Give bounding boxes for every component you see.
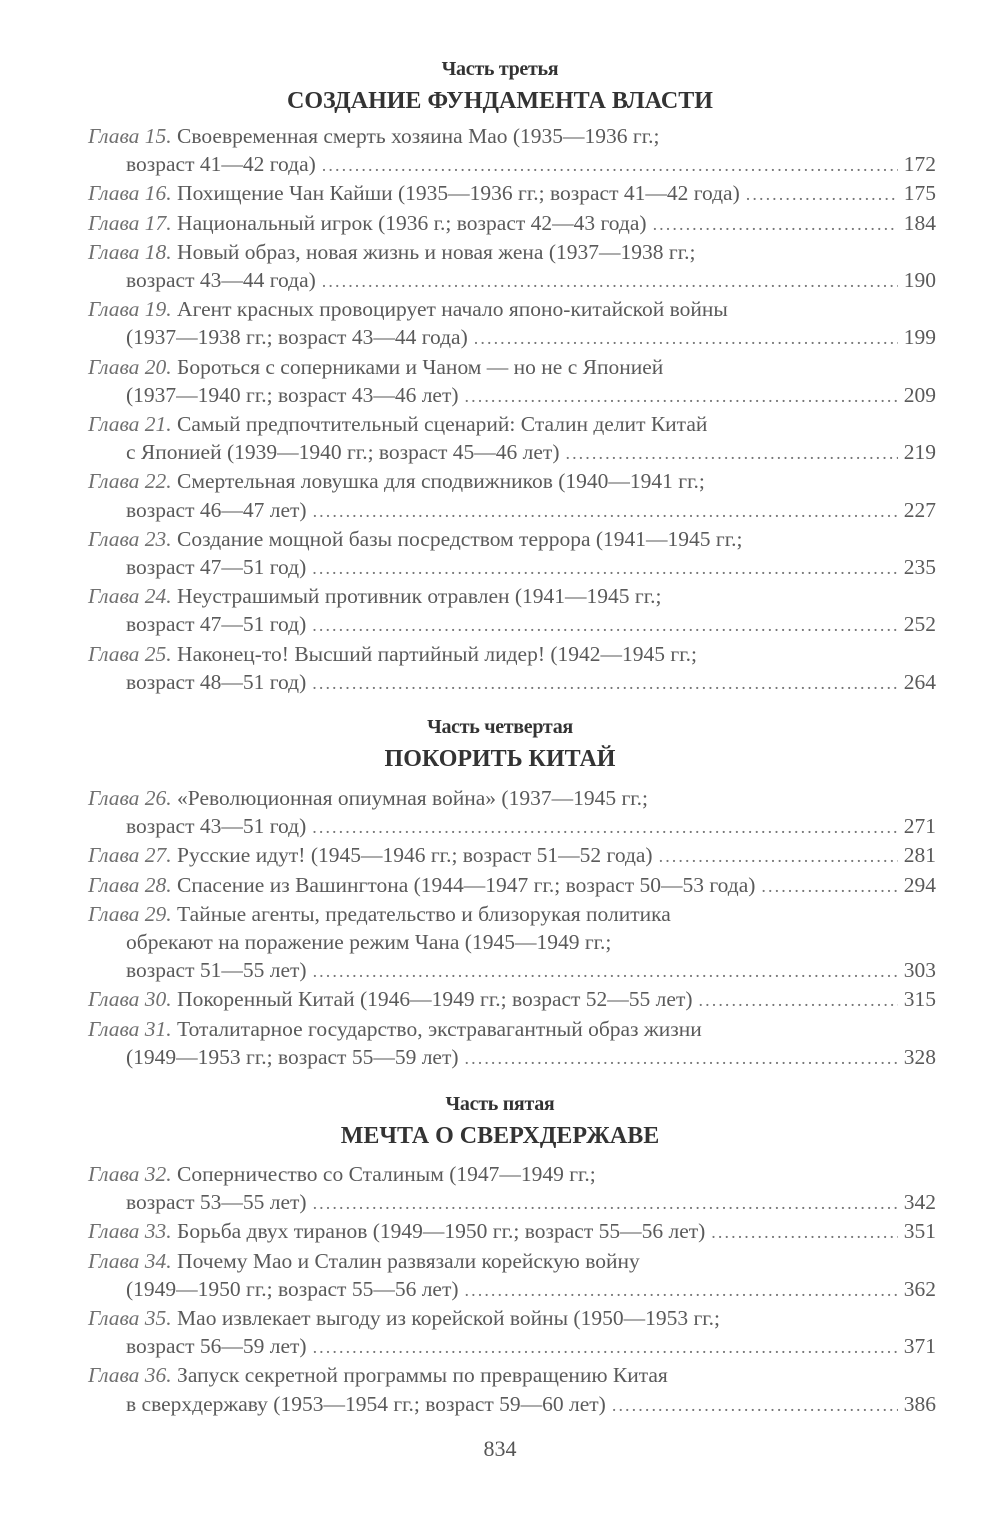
dot-leader <box>711 1218 897 1246</box>
toc-entry-first-line <box>88 295 936 323</box>
part-label: Часть четвертая <box>427 716 573 738</box>
chapter-page-number: 362 <box>903 1276 936 1301</box>
chapter-number: Глава 28. <box>88 872 172 897</box>
toc-entry-continuation-line <box>88 381 936 410</box>
chapter-title: (1937—1938 гг.; возраст 43—44 года) <box>126 325 468 350</box>
chapter-title: возраст 47—51 год) <box>126 612 307 637</box>
chapter-title: возраст 47—51 год) <box>126 555 307 580</box>
chapter-title: Неустрашимый противник отравлен (1941—1945 гг.; <box>177 584 662 609</box>
toc-entry[interactable] <box>88 467 936 524</box>
toc-entry[interactable] <box>88 582 936 639</box>
chapter-page-number: 209 <box>903 382 936 407</box>
dot-leader <box>465 382 898 410</box>
chapter-page-number: 235 <box>903 555 936 580</box>
chapter-page-number: 281 <box>903 843 936 868</box>
dot-leader <box>313 497 898 525</box>
toc-entry-continuation-line <box>88 496 936 525</box>
dot-leader <box>699 986 898 1014</box>
toc-entry-first-line <box>88 1361 936 1389</box>
part-heading-5 <box>0 1091 1000 1153</box>
toc-entry-first-line <box>88 841 936 870</box>
chapter-title: возраст 43—51 год) <box>126 814 307 839</box>
chapter-number: Глава 15. <box>88 124 172 148</box>
toc-entry-first-line <box>88 784 936 812</box>
chapter-page-number: 199 <box>903 325 936 350</box>
toc-entry[interactable] <box>88 295 936 352</box>
chapter-title: Смертельная ловушка для сподвижников (1940—1941 гг.; <box>177 469 705 494</box>
part-label: Часть третья <box>441 58 559 80</box>
chapter-title: Русские идут! (1945—1946 гг.; возраст 51—52 года) <box>177 843 653 868</box>
chapter-page-number: 328 <box>903 1044 936 1069</box>
chapter-title: возраст 48—51 год) <box>126 669 307 694</box>
chapter-title: Самый предпочтительный сценарий: Сталин делит Китай <box>177 412 708 437</box>
chapter-page-number: 172 <box>903 152 936 177</box>
toc-entry[interactable] <box>88 841 936 870</box>
chapter-title: Мао извлекает выгоду из корейской войны (1950—1953 гг.; <box>177 1306 721 1331</box>
chapter-title: Своевременная смерть хозяина Мао (1935—1936 гг.; <box>177 124 660 148</box>
part-title: ПОКОРИТЬ КИТАЙ <box>384 746 616 772</box>
toc-entry-first-line <box>88 871 936 900</box>
part-title: МЕЧТА О СВЕРХДЕРЖАВЕ <box>340 1123 660 1149</box>
chapter-number: Глава 24. <box>88 584 172 609</box>
chapter-page-number: 227 <box>903 497 936 522</box>
chapter-title: Создание мощной базы посредством террора (1941—1945 гг.; <box>177 526 743 551</box>
chapter-number: Глава 20. <box>88 354 172 379</box>
chapter-number: Глава 29. <box>88 901 172 926</box>
chapter-title: возраст 56—59 лет) <box>126 1334 307 1359</box>
chapter-page-number: 303 <box>903 958 936 983</box>
toc-list-part-3 <box>88 122 936 697</box>
chapter-number: Глава 31. <box>88 1016 172 1041</box>
toc-entry[interactable] <box>88 640 936 697</box>
chapter-title: Бороться с соперниками и Чаном — но не с Японией <box>177 354 664 379</box>
chapter-title: Тайные агенты, предательство и близорукая политика <box>177 901 671 926</box>
toc-entry-continuation-line <box>88 610 936 639</box>
dot-leader <box>465 1044 898 1072</box>
toc-entry[interactable] <box>88 1247 936 1304</box>
chapter-number: Глава 16. <box>88 181 172 206</box>
toc-entry-continuation-line <box>88 438 936 467</box>
chapter-title: возраст 53—55 лет) <box>126 1190 307 1215</box>
chapter-title: Новый образ, новая жизнь и новая жена (1937—1938 гг.; <box>177 239 696 264</box>
toc-entry-first-line <box>88 179 936 208</box>
toc-entry-first-line <box>88 209 936 238</box>
chapter-page-number: 342 <box>903 1190 936 1215</box>
chapter-page-number: 371 <box>903 1334 936 1359</box>
toc-entry[interactable] <box>88 784 936 841</box>
toc-entry[interactable] <box>88 209 936 238</box>
chapter-title: Почему Мао и Сталин развязали корейскую войну <box>177 1248 640 1273</box>
dot-leader <box>659 842 898 870</box>
chapter-title: возраст 51—55 лет) <box>126 958 307 983</box>
chapter-number: Глава 23. <box>88 526 172 551</box>
toc-entry-first-line <box>88 353 936 381</box>
toc-entry-first-line <box>88 582 936 610</box>
chapter-number: Глава 17. <box>88 210 172 235</box>
dot-leader <box>313 1189 898 1217</box>
toc-entry-continuation-line <box>88 956 936 985</box>
chapter-title: Покоренный Китай (1946—1949 гг.; возраст 52—55 лет) <box>177 987 693 1012</box>
toc-entry[interactable] <box>88 985 936 1014</box>
chapter-number: Глава 21. <box>88 412 172 437</box>
chapter-title: Похищение Чан Кайши (1935—1936 гг.; возраст 41—42 года) <box>177 181 740 206</box>
toc-entry-first-line <box>88 238 936 266</box>
toc-entry[interactable] <box>88 1361 936 1418</box>
chapter-title: Соперничество со Сталиным (1947—1949 гг.; <box>177 1162 596 1186</box>
chapter-title: Борьба двух тиранов (1949—1950 гг.; возраст 55—56 лет) <box>177 1219 706 1244</box>
chapter-title: Наконец-то! Высший партийный лидер! (1942—1945 гг.; <box>177 641 697 666</box>
chapter-title: (1937—1940 гг.; возраст 43—46 лет) <box>126 382 459 407</box>
chapter-page-number: 219 <box>903 440 936 465</box>
dot-leader <box>746 180 898 208</box>
chapter-page-number: 294 <box>903 872 936 897</box>
part-title: СОЗДАНИЕ ФУНДАМЕНТА ВЛАСТИ <box>287 88 713 114</box>
dot-leader <box>312 669 898 697</box>
dot-leader <box>322 151 898 179</box>
toc-entry[interactable] <box>88 353 936 410</box>
toc-entry-first-line <box>88 1160 936 1188</box>
toc-entry-continuation-line <box>88 668 936 697</box>
toc-entry[interactable] <box>88 900 936 986</box>
toc-entry-first-line <box>88 410 936 438</box>
toc-entry[interactable] <box>88 871 936 900</box>
chapter-number: Глава 19. <box>88 297 172 322</box>
chapter-title: возраст 46—47 лет) <box>126 497 307 522</box>
toc-entry-first-line <box>88 1247 936 1275</box>
toc-entry[interactable] <box>88 1015 936 1072</box>
toc-entry-first-line <box>88 640 936 668</box>
chapter-title: Спасение из Вашингтона (1944—1947 гг.; возраст 50—53 года) <box>177 872 756 897</box>
dot-leader <box>313 1333 898 1361</box>
toc-entry[interactable] <box>88 1304 936 1361</box>
dot-leader <box>312 554 898 582</box>
toc-entry[interactable] <box>88 410 936 467</box>
chapter-title: Агент красных провоцирует начало японо-китайской войны <box>177 297 728 322</box>
toc-entry-continuation-line <box>88 1275 936 1304</box>
chapter-number: Глава 26. <box>88 786 172 810</box>
chapter-number: Глава 32. <box>88 1162 172 1186</box>
page-number: 834 <box>483 1436 517 1461</box>
toc-entry-first-line <box>88 900 936 928</box>
dot-leader <box>312 813 898 841</box>
dot-leader <box>761 872 897 900</box>
toc-entry-continuation-line <box>88 1390 936 1419</box>
chapter-page-number: 184 <box>903 210 936 235</box>
chapter-title: Запуск секретной программы по превращению Китая <box>177 1363 668 1388</box>
part-heading-4 <box>0 714 1000 776</box>
part-label: Часть пятая <box>445 1093 555 1115</box>
toc-entry-first-line <box>88 1217 936 1246</box>
toc-entry-first-line <box>88 122 936 150</box>
chapter-page-number: 271 <box>903 814 936 839</box>
toc-entry-first-line <box>88 525 936 553</box>
toc-entry-continuation-line <box>88 266 936 295</box>
dot-leader <box>465 1276 898 1304</box>
toc-entry[interactable] <box>88 238 936 295</box>
chapter-number: Глава 35. <box>88 1306 172 1331</box>
chapter-title: с Японией (1939—1940 гг.; возраст 45—46 лет) <box>126 440 560 465</box>
chapter-title: обрекают на поражение режим Чана (1945—1949 гг.; <box>126 930 612 955</box>
toc-entry-continuation-line <box>88 1188 936 1217</box>
toc-entry-first-line <box>88 1304 936 1332</box>
toc-entry[interactable] <box>88 1217 936 1246</box>
toc-list-part-4 <box>88 784 936 1072</box>
chapter-number: Глава 25. <box>88 641 172 666</box>
chapter-page-number: 175 <box>903 181 936 206</box>
chapter-title: в сверхдержаву (1953—1954 гг.; возраст 59—60 лет) <box>126 1391 606 1416</box>
dot-leader <box>565 439 897 467</box>
dot-leader <box>313 957 898 985</box>
toc-entry-continuation-line <box>88 150 936 179</box>
chapter-page-number: 315 <box>903 987 936 1012</box>
chapter-title: (1949—1953 гг.; возраст 55—59 лет) <box>126 1044 459 1069</box>
toc-entry[interactable] <box>88 122 936 179</box>
chapter-number: Глава 34. <box>88 1248 172 1273</box>
toc-entry[interactable] <box>88 179 936 208</box>
chapter-number: Глава 33. <box>88 1219 172 1244</box>
toc-entry[interactable] <box>88 525 936 582</box>
chapter-page-number: 264 <box>903 669 936 694</box>
toc-entry-continuation-line <box>88 323 936 352</box>
dot-leader <box>312 611 898 639</box>
toc-entry-continuation-line <box>88 928 936 956</box>
toc-list-part-5 <box>88 1160 936 1419</box>
chapter-number: Глава 18. <box>88 239 172 264</box>
chapter-number: Глава 36. <box>88 1363 172 1388</box>
toc-entry-first-line <box>88 467 936 495</box>
chapter-title: (1949—1950 гг.; возраст 55—56 лет) <box>126 1276 459 1301</box>
dot-leader <box>322 267 898 295</box>
toc-entry[interactable] <box>88 1160 936 1217</box>
chapter-page-number: 351 <box>903 1219 936 1244</box>
dot-leader <box>653 210 898 238</box>
chapter-title: «Революционная опиумная война» (1937—1945 гг.; <box>177 786 649 810</box>
toc-entry-first-line <box>88 1015 936 1043</box>
chapter-title: Национальный игрок (1936 г.; возраст 42—43 года) <box>177 210 647 235</box>
toc-entry-continuation-line <box>88 553 936 582</box>
chapter-title: Тоталитарное государство, экстравагантный образ жизни <box>177 1016 702 1041</box>
chapter-number: Глава 22. <box>88 469 172 494</box>
chapter-page-number: 252 <box>903 612 936 637</box>
toc-entry-continuation-line <box>88 812 936 841</box>
dot-leader <box>612 1391 898 1419</box>
toc-entry-continuation-line <box>88 1332 936 1361</box>
toc-entry-continuation-line <box>88 1043 936 1072</box>
toc-entry-first-line <box>88 985 936 1014</box>
chapter-number: Глава 27. <box>88 843 172 868</box>
part-heading-3 <box>0 56 1000 118</box>
chapter-title: возраст 43—44 года) <box>126 268 316 293</box>
chapter-title: возраст 41—42 года) <box>126 152 316 177</box>
chapter-page-number: 386 <box>903 1391 936 1416</box>
chapter-number: Глава 30. <box>88 987 172 1012</box>
chapter-page-number: 190 <box>903 268 936 293</box>
dot-leader <box>474 324 898 352</box>
